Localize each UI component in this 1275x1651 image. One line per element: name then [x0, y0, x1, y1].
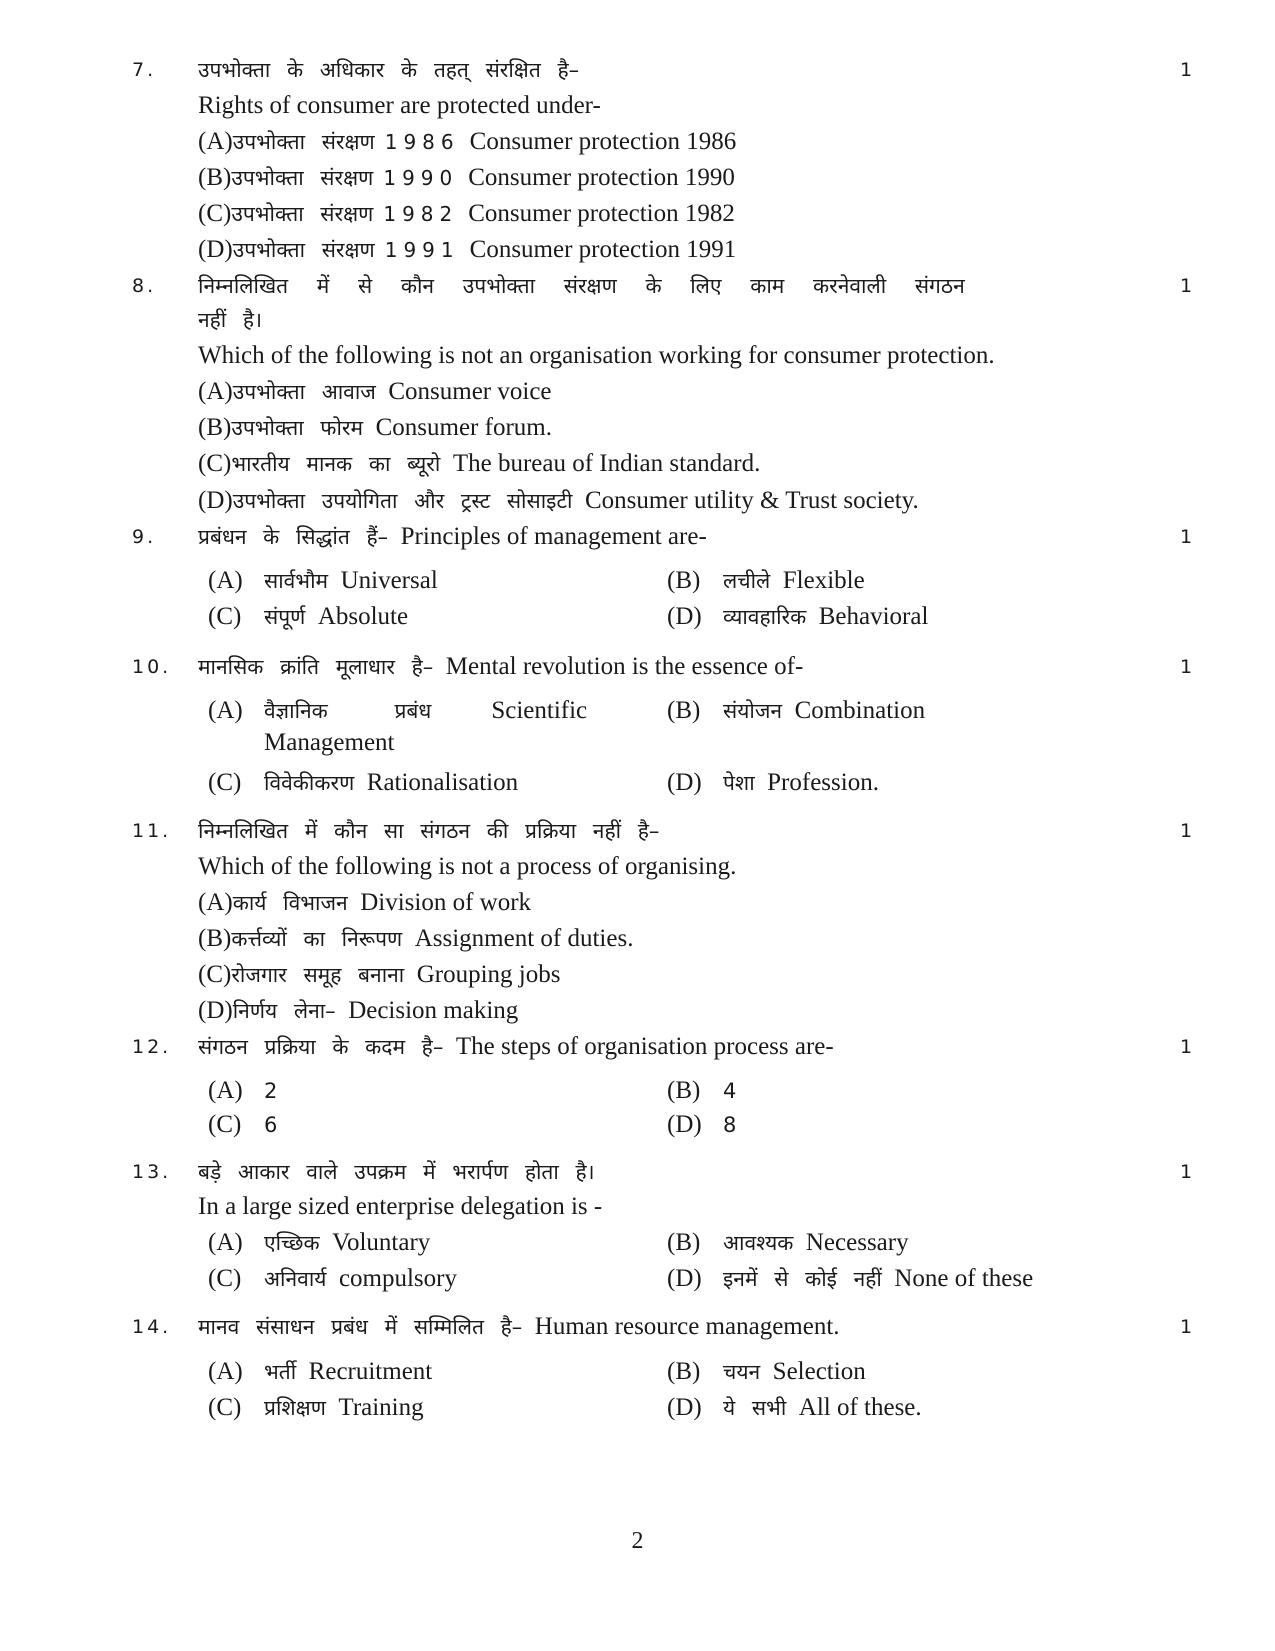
- question-marks: 1: [1180, 1316, 1193, 1338]
- option-b: (B) आवश्यक Necessary: [667, 1229, 909, 1256]
- question-number: 8.: [132, 275, 157, 297]
- option-d: (D)उपभोक्ता संरक्षण 1991 Consumer protection 1991: [198, 236, 737, 263]
- question-number: 10.: [132, 656, 172, 678]
- question-text: संगठन प्रक्रिया के कदम है– The steps of organisation process are-: [198, 1033, 834, 1060]
- option-d: (D) व्यावहारिक Behavioral: [667, 603, 929, 630]
- option-c: (C) प्रशिक्षण Training: [208, 1394, 424, 1421]
- option-b: (B) चयन Selection: [667, 1358, 866, 1385]
- option-a: (A) भर्ती Recruitment: [208, 1358, 433, 1385]
- option-c: (C) अनिवार्य compulsory: [208, 1265, 457, 1292]
- option-d: (D)उपभोक्ता उपयोगिता और ट्रस्ट सोसाइटी Consumer utility & Trust society.: [198, 487, 919, 514]
- option-b: (B) 4: [667, 1077, 737, 1104]
- question-number: 12.: [132, 1036, 172, 1058]
- page-number: 2: [631, 1528, 644, 1554]
- question-text-hindi: बड़े आकार वाले उपक्रम में भरार्पण होता है।: [198, 1160, 595, 1184]
- question-marks: 1: [1180, 1161, 1193, 1183]
- option-a: (A)कार्य विभाजन Division of work: [198, 889, 532, 916]
- question-text: प्रबंधन के सिद्धांत हैं– Principles of management are-: [198, 523, 707, 550]
- question-text-english: In a large sized enterprise delegation is -: [198, 1193, 603, 1220]
- question-marks: 1: [1180, 275, 1193, 297]
- question-text-hindi: उपभोक्ता के अधिकार के तहत् संरक्षित है–: [198, 58, 580, 82]
- option-c: (C)भारतीय मानक का ब्यूरो The bureau of Indian standard.: [198, 450, 761, 477]
- option-b: (B)उपभोक्ता फोरम Consumer forum.: [198, 414, 552, 441]
- question-marks: 1: [1180, 59, 1193, 81]
- question-text-hindi: निम्नलिखित में से कौन उपभोक्ता संरक्षण के लिए काम करनेवाली संगठन: [198, 274, 965, 298]
- option-a: (A) एच्छिक Voluntary: [208, 1229, 431, 1256]
- question-marks: 1: [1180, 656, 1193, 678]
- option-b: (B) संयोजन Combination: [667, 697, 926, 724]
- question-number: 9.: [132, 526, 157, 548]
- option-c: (C)उपभोक्ता संरक्षण 1982 Consumer protection 1982: [198, 200, 735, 227]
- option-a: (A) वैज्ञानिक प्रबंध Scientific: [208, 697, 588, 724]
- question-text-english: Rights of consumer are protected under-: [198, 92, 601, 119]
- option-b: (B) लचीले Flexible: [667, 567, 865, 594]
- option-a: (A) सार्वभौम Universal: [208, 567, 438, 594]
- question-text-hindi-cont: नहीं है।: [198, 308, 263, 332]
- option-c: (C) 6: [208, 1111, 278, 1138]
- question-marks: 1: [1180, 820, 1193, 842]
- option-c: (C) संपूर्ण Absolute: [208, 603, 409, 630]
- question-marks: 1: [1180, 1036, 1193, 1058]
- option-c: (C) विवेकीकरण Rationalisation: [208, 769, 519, 796]
- option-a: (A)उपभोक्ता आवाज Consumer voice: [198, 378, 552, 405]
- option-a: (A) 2: [208, 1077, 278, 1104]
- option-a-continued: Management: [264, 729, 395, 756]
- option-b: (B)उपभोक्ता संरक्षण 1990 Consumer protection 1990: [198, 164, 735, 191]
- option-d: (D) पेशा Profession.: [667, 769, 879, 796]
- option-c: (C)रोजगार समूह बनाना Grouping jobs: [198, 961, 561, 988]
- question-text-english: Which of the following is not a process of organising.: [198, 853, 737, 880]
- option-d: (D)निर्णय लेना– Decision making: [198, 997, 519, 1024]
- question-number: 7.: [132, 59, 157, 81]
- question-text-english: Which of the following is not an organisation working for consumer protection.: [198, 342, 995, 369]
- question-number: 13.: [132, 1161, 172, 1183]
- question-text: मानव संसाधन प्रबंध में सम्मिलित है– Human resource management.: [198, 1313, 840, 1340]
- option-d: (D) ये सभी All of these.: [667, 1394, 922, 1421]
- question-text: मानसिक क्रांति मूलाधार है– Mental revolution is the essence of-: [198, 653, 804, 680]
- option-b: (B)कर्त्तव्यों का निरूपण Assignment of duties.: [198, 925, 634, 952]
- option-d: (D) 8: [667, 1111, 737, 1138]
- question-marks: 1: [1180, 526, 1193, 548]
- option-d: (D) इनमें से कोई नहीं None of these: [667, 1265, 1034, 1292]
- question-number: 11.: [132, 820, 172, 842]
- option-a: (A)उपभोक्ता संरक्षण 1986 Consumer protection 1986: [198, 128, 737, 155]
- question-text-hindi: निम्नलिखित में कौन सा संगठन की प्रक्रिया नहीं है–: [198, 819, 660, 843]
- question-number: 14.: [132, 1316, 172, 1338]
